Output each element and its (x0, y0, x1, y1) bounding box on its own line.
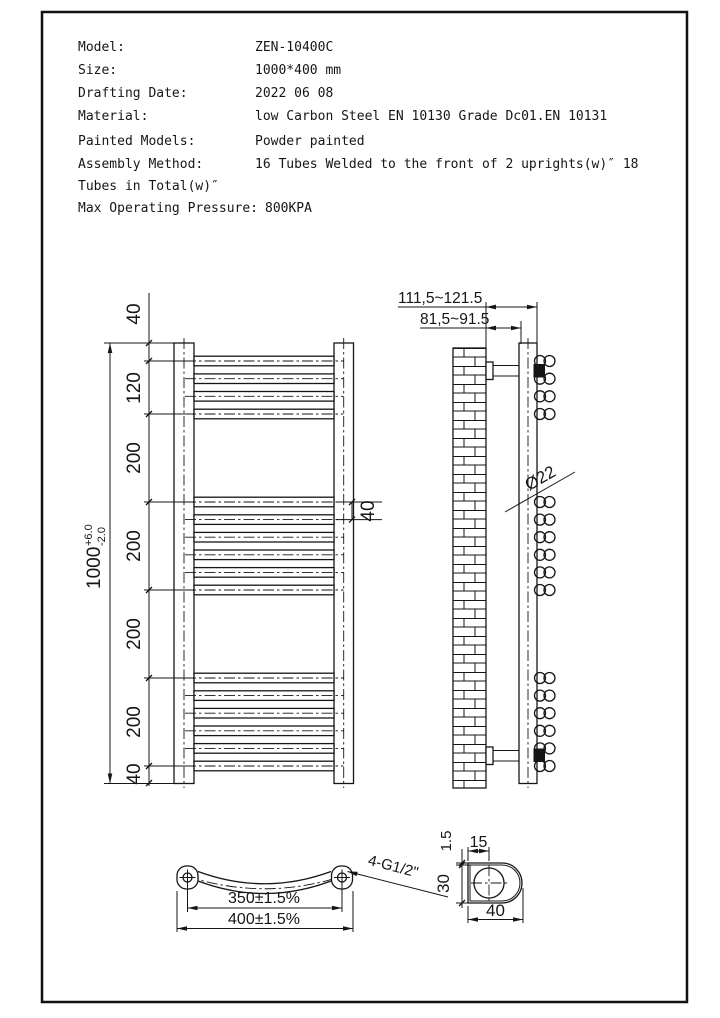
dim-thread-spec: 4-G1/2" (366, 852, 421, 882)
spec-table (78, 40, 639, 216)
dim-tube-offset: 15 (469, 834, 488, 851)
spec-label-pressure: Max Operating Pressure: (78, 201, 259, 216)
dim-overall-tol-plus: +6.0 (83, 524, 95, 546)
dim-hole-centers: 350±1.5% (228, 890, 300, 907)
spec-label-assembly: Assembly Method: (78, 157, 204, 172)
dim-wall-to-outer: 111,5~121.5 (398, 290, 483, 307)
dim-overall-value: 1000 (84, 546, 105, 589)
dim-chain-200-a: 200 (124, 442, 145, 474)
spec-label-model: Model: (78, 40, 125, 55)
spec-value-size: 1000*400 mm (255, 63, 342, 78)
spec-value-material: low Carbon Steel EN 10130 Grade Dc01.EN 10131 (255, 109, 608, 124)
dim-wall-thickness: 1.5 (438, 830, 455, 852)
dim-profile-height: 30 (434, 874, 453, 893)
dim-chain-200-b: 200 (124, 530, 145, 562)
spec-value-pressure: 800KPA (265, 201, 312, 216)
spec-label-painted: Painted Models: (78, 134, 196, 149)
dim-overall-width: 400±1.5% (228, 911, 300, 928)
arrowhead (486, 305, 496, 310)
top-bracket-flange (486, 362, 493, 380)
dim-tube-diameter: Ø22 (521, 461, 559, 495)
detail-view (434, 831, 523, 923)
dim-overall-height (83, 524, 108, 589)
spec-label-material: Material: (78, 109, 149, 124)
dim-overall-tol-minus: -2.0 (96, 527, 108, 546)
brick-wall (453, 348, 486, 788)
bottom-view (177, 852, 448, 932)
spec-label-size: Size: (78, 63, 118, 78)
dim-profile-width: 40 (486, 901, 505, 920)
side-view (398, 290, 575, 788)
dim-chain-200-c: 200 (124, 618, 145, 650)
dim-chain-120: 120 (124, 372, 145, 404)
bottom-bracket-flange (486, 747, 493, 765)
tube-rows (185, 356, 344, 771)
spec-value-assembly: 16 Tubes Welded to the front of 2 uprights(w)″ 18 (255, 157, 639, 172)
dim-wall-to-upright: 81,5~91.5 (420, 311, 490, 328)
dim-chain-40-top: 40 (124, 303, 145, 325)
spec-value-model: ZEN-10400C (255, 40, 334, 55)
dim-chain-200-d: 200 (124, 706, 145, 738)
spec-value-painted: Powder painted (255, 134, 365, 149)
curved-tube-centerline (188, 877, 342, 889)
spec-assembly-cont: Tubes in Total(w)″ (78, 179, 219, 194)
front-view (83, 293, 382, 788)
spec-value-date: 2022 06 08 (255, 86, 334, 101)
spec-label-date: Drafting Date: (78, 86, 188, 101)
dim-chain-40-bottom: 40 (124, 763, 145, 785)
dim-tube-pitch: 40 (358, 500, 379, 522)
